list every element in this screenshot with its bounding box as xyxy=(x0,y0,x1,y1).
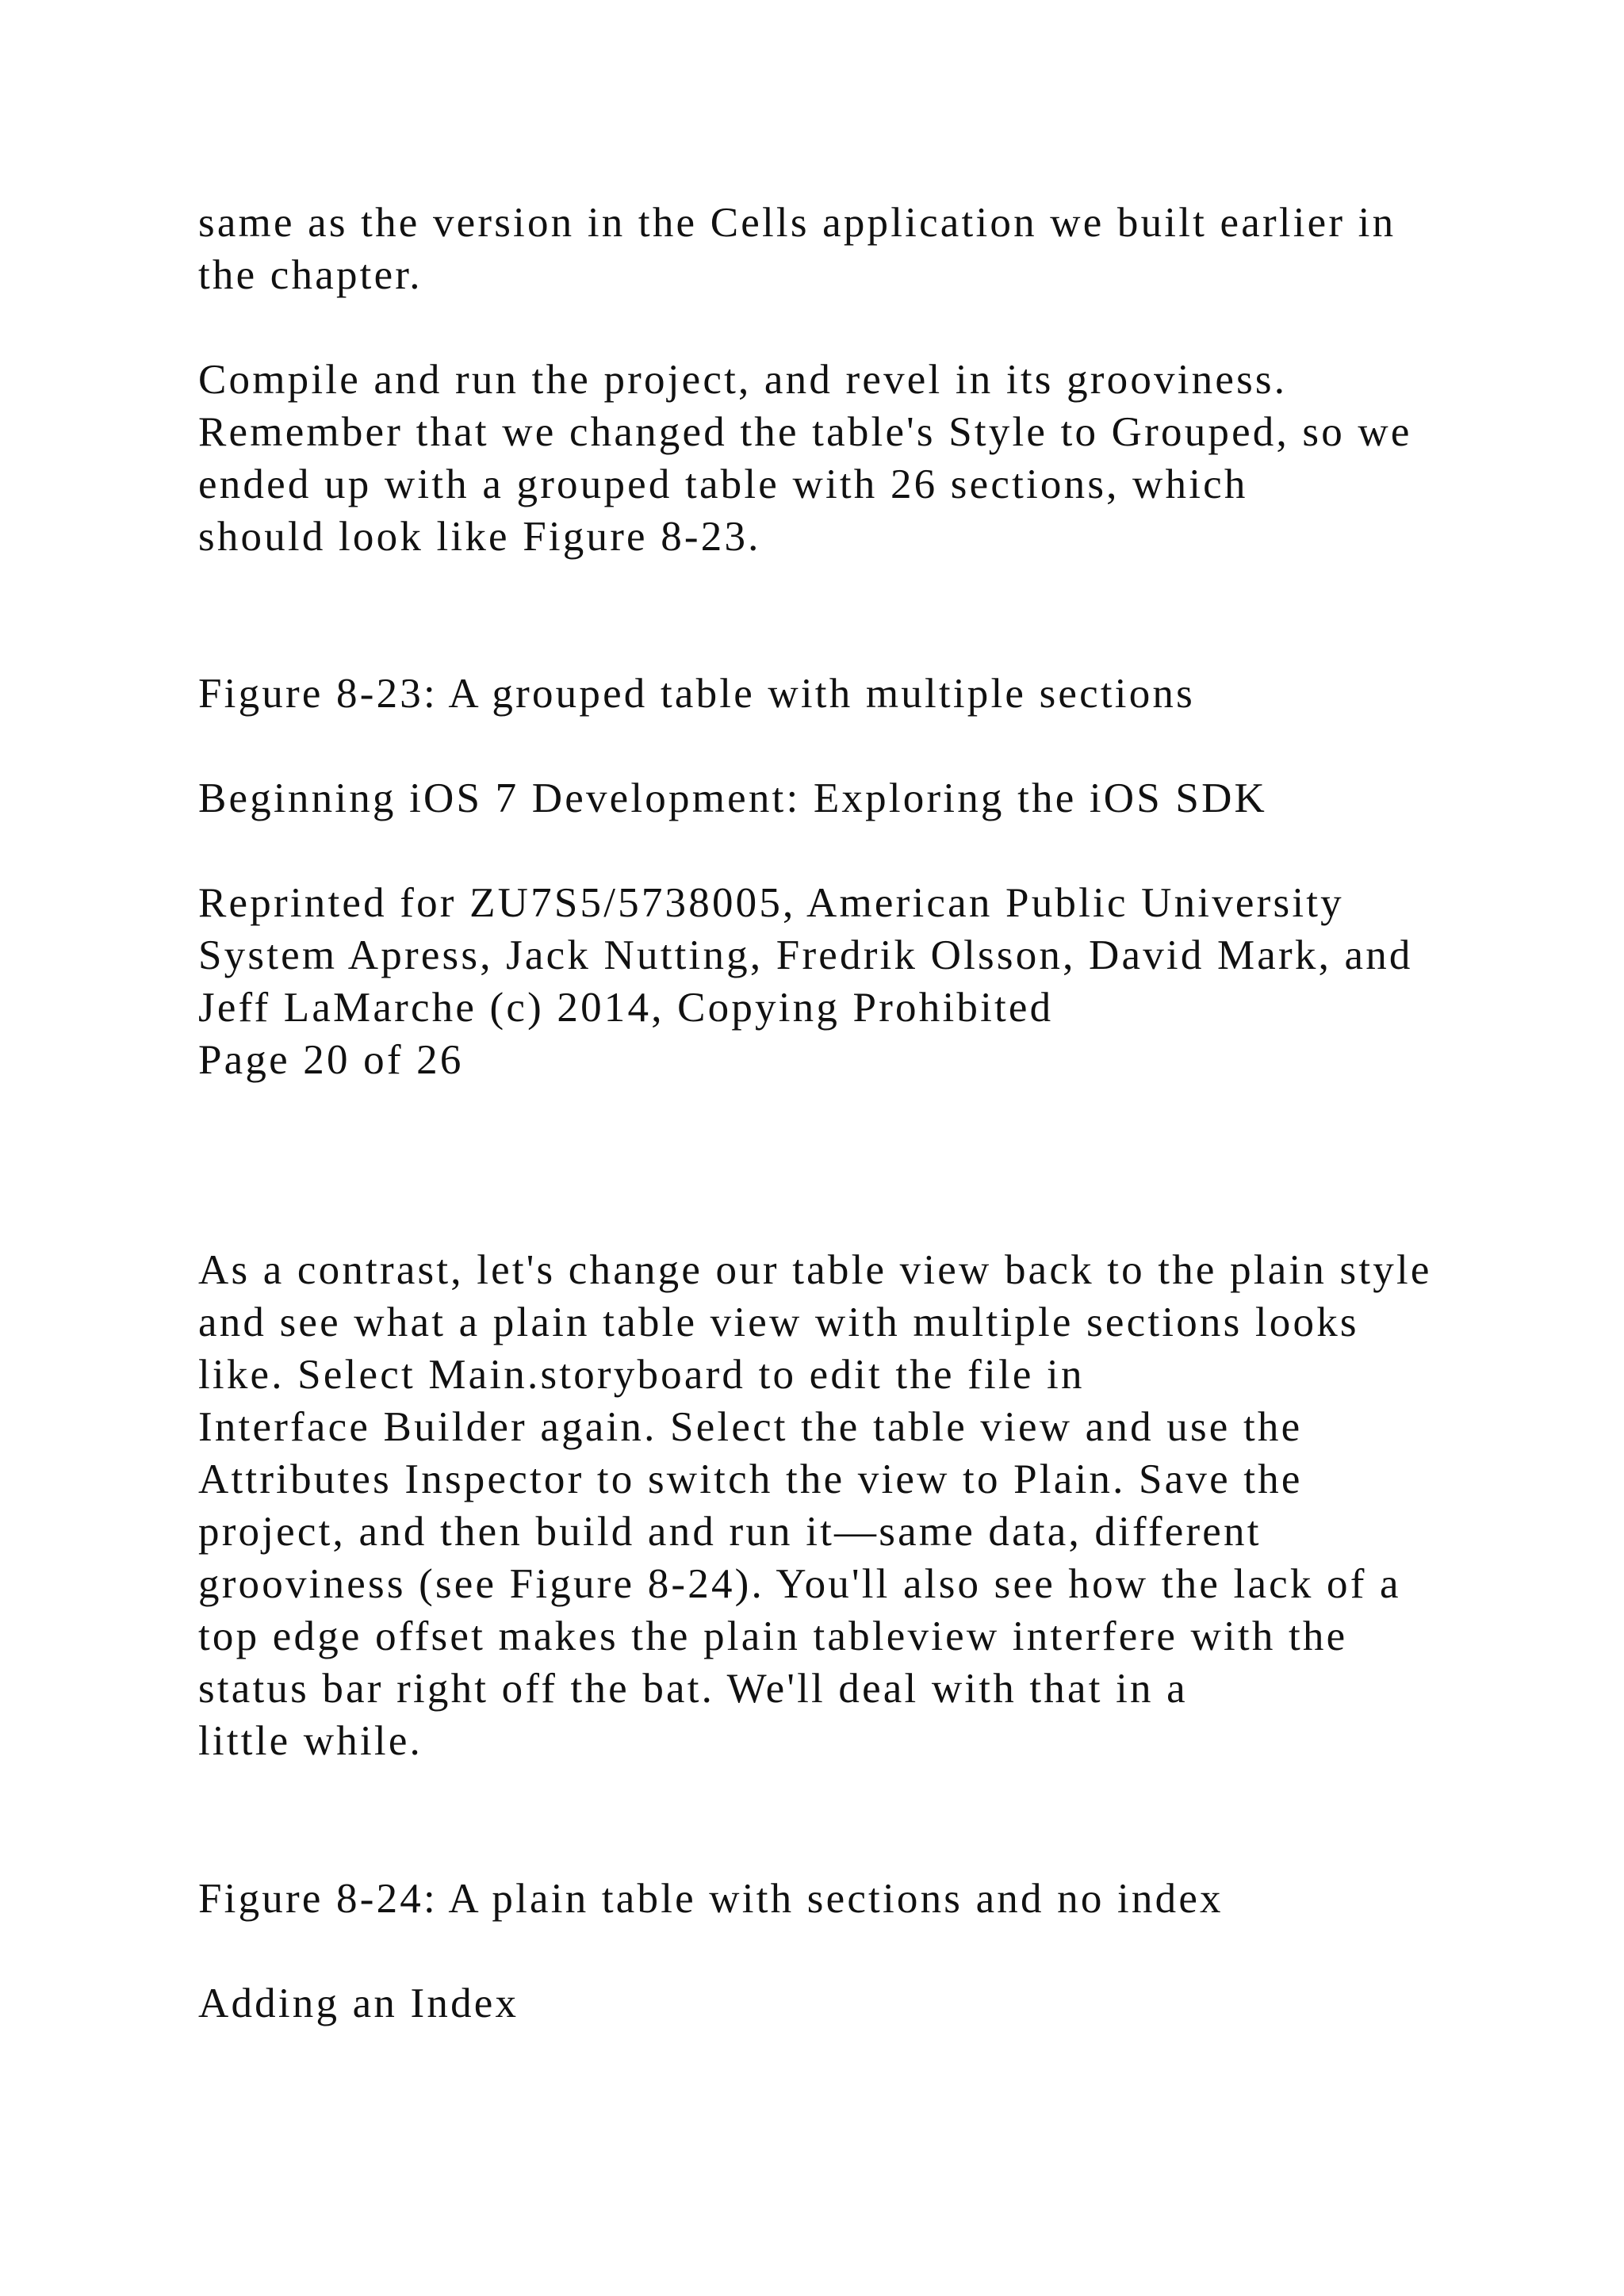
book-title: Beginning iOS 7 Development: Exploring the iOS SDK xyxy=(198,775,1268,821)
reprint-notice-line-1: Reprinted for ZU7S5/5738005, American Public University xyxy=(198,880,1344,926)
page-number: Page 20 of 26 xyxy=(198,1037,464,1083)
contrast-paragraph-line-8: top edge offset makes the plain tableview interfere with the xyxy=(198,1613,1348,1659)
contrast-paragraph-line-2: and see what a plain table view with multiple sections looks xyxy=(198,1299,1359,1345)
contrast-paragraph-line-9: status bar right off the bat. We'll deal with that in a xyxy=(198,1666,1188,1712)
compile-paragraph-line-3: ended up with a grouped table with 26 sections, which xyxy=(198,461,1248,507)
contrast-paragraph-line-10: little while. xyxy=(198,1718,423,1764)
contrast-paragraph-line-3: like. Select Main.storyboard to edit the file in xyxy=(198,1352,1085,1398)
contrast-paragraph-line-1: As a contrast, let's change our table view back to the plain style xyxy=(198,1247,1432,1293)
figure-8-24-caption: Figure 8-24: A plain table with sections and no index xyxy=(198,1876,1224,1922)
section-heading: Adding an Index xyxy=(198,1980,519,2026)
intro-line-2: the chapter. xyxy=(198,252,423,298)
figure-8-23-caption: Figure 8-23: A grouped table with multiple sections xyxy=(198,671,1195,717)
contrast-paragraph-line-4: Interface Builder again. Select the table view and use the xyxy=(198,1404,1303,1450)
compile-paragraph-line-2: Remember that we changed the table's Style to Grouped, so we xyxy=(198,409,1412,455)
contrast-paragraph-line-7: grooviness (see Figure 8-24). You'll also see how the lack of a xyxy=(198,1561,1401,1607)
reprint-notice-line-3: Jeff LaMarche (c) 2014, Copying Prohibited xyxy=(198,985,1054,1031)
compile-paragraph-line-1: Compile and run the project, and revel in its grooviness. xyxy=(198,357,1288,403)
compile-paragraph-line-4: should look like Figure 8-23. xyxy=(198,514,761,560)
contrast-paragraph-line-6: project, and then build and run it—same data, different xyxy=(198,1509,1262,1555)
intro-line-1: same as the version in the Cells application we built earlier in xyxy=(198,200,1396,246)
reprint-notice-line-2: System Apress, Jack Nutting, Fredrik Olsson, David Mark, and xyxy=(198,932,1413,978)
contrast-paragraph-line-5: Attributes Inspector to switch the view to Plain. Save the xyxy=(198,1456,1303,1502)
